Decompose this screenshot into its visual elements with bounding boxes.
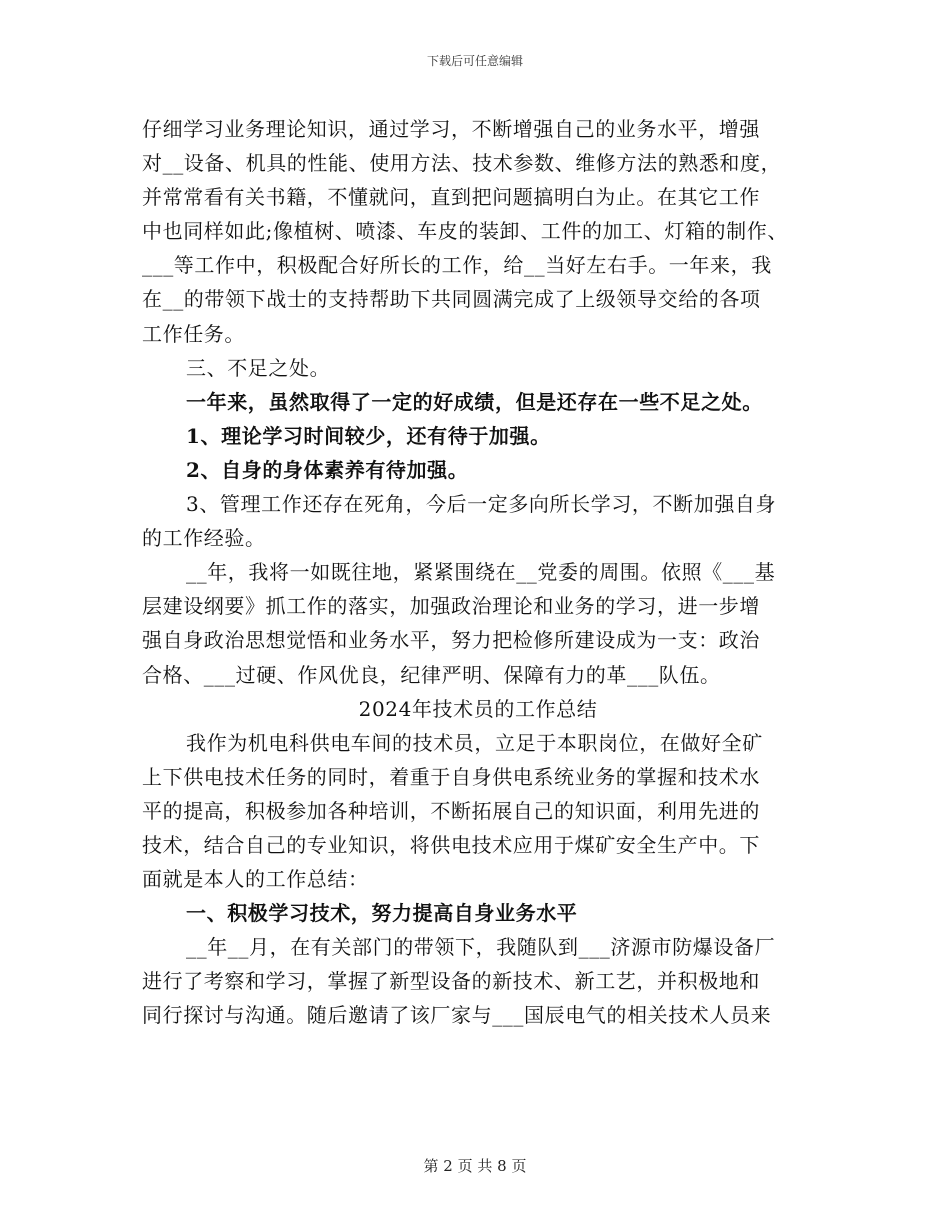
list-item: 2、自身的身体素养有待加强。 [186,457,469,482]
paragraph-line: 并常常看有关书籍，不懂就问，直到把问题搞明白为止。在其它工作 [142,185,760,210]
page-footer: 第 2 页 共 8 页 [423,1157,527,1175]
paragraph-line: 同行探讨与沟通。随后邀请了该厂家与___国辰电气的相关技术人员来 [142,1003,772,1028]
paragraph-line: 面就是本人的工作总结： [142,867,369,892]
document-body [142,112,814,1033]
section-heading: 一、积极学习技术，努力提高自身业务水平 [186,901,578,926]
paragraph-line: 上下供电技术任务的同时，着重于自身供电系统业务的掌握和技术水 [142,764,760,789]
paragraph-line: 技术，结合自己的专业知识，将供电技术应用于煤矿安全生产中。下 [142,832,760,857]
paragraph-line: ___等工作中，积极配合好所长的工作，给__当好左右手。一年来，我 [142,253,772,278]
paragraph-line: 层建设纲要》抓工作的落实，加强政治理论和业务的学习，进一步增 [142,594,760,619]
paragraph-line: 强自身政治思想觉悟和业务水平，努力把检修所建设成为一支：政治 [142,628,760,653]
document-title: 2024年技术员的工作总结 [358,696,598,721]
paragraph-line: 在__的带领下战士的支持帮助下共同圆满完成了上级领导交给的各项 [142,287,761,312]
paragraph-line: 对__设备、机具的性能、使用方法、技术参数、维修方法的熟悉和度， [142,151,782,176]
section-heading: 三、不足之处。 [186,355,331,380]
paragraph-line: 进行了考察和学习，掌握了新型设备的新技术、新工艺，并积极地和 [142,969,760,994]
list-item: 3、管理工作还存在死角，今后一定多向所长学习，不断加强自身 [186,492,777,517]
paragraph-line: __年，我将一如既往地，紧紧围绕在__党委的周围。依照《___基 [186,560,776,585]
page-header: 下载后可任意编辑 [426,54,523,68]
paragraph-line: 中也同样如此;像植树、喷漆、车皮的装卸、工件的加工、灯箱的制作、 [142,219,788,244]
paragraph-line: 我作为机电科供电车间的技术员，立足于本职岗位，在做好全矿 [186,730,763,755]
list-item: 1、理论学习时间较少，还有待于加强。 [186,423,551,448]
paragraph-line: 的工作经验。 [142,526,266,551]
paragraph-line: 工作任务。 [142,321,245,346]
summary-line: 一年来，虽然取得了一定的好成绩，但是还存在一些不足之处。 [186,389,763,414]
paragraph-line: __年__月，在有关部门的带领下，我随队到___济源市防爆设备厂 [186,935,776,960]
paragraph-line: 合格、___过硬、作风优良，纪律严明、保障有力的革___队伍。 [142,662,721,687]
paragraph-line: 平的提高，积极参加各种培训，不断拓展自己的知识面，利用先进的 [142,798,760,823]
paragraph-line: 仔细学习业务理论知识，通过学习，不断增强自己的业务水平，增强 [142,117,760,141]
